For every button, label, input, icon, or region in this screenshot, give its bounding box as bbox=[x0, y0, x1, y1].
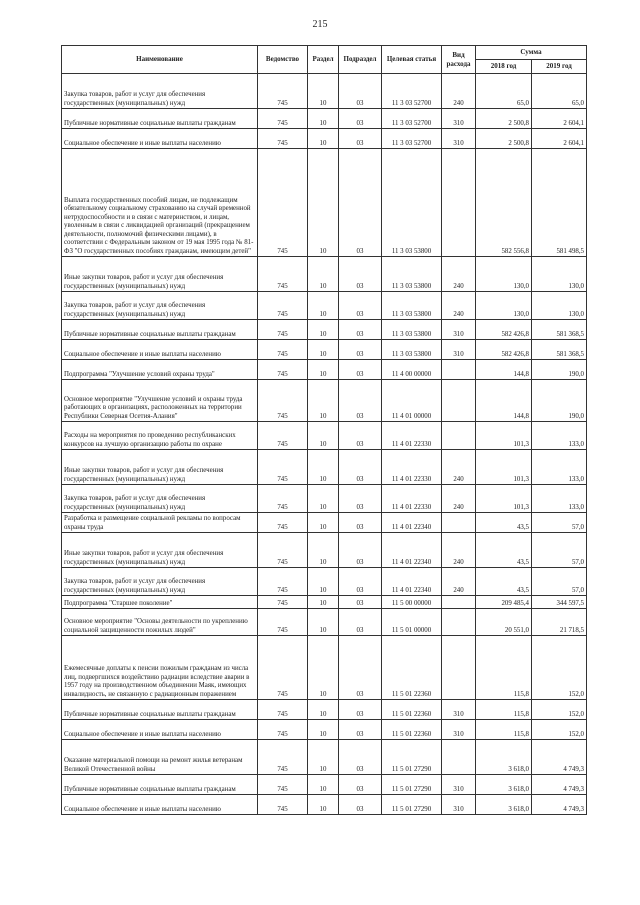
row-podrazdel: 03 bbox=[339, 257, 382, 292]
row-vedomstvo: 745 bbox=[258, 129, 308, 149]
row-podrazdel: 03 bbox=[339, 485, 382, 513]
row-razdel: 10 bbox=[308, 636, 339, 700]
row-podrazdel: 03 bbox=[339, 450, 382, 485]
row-sum-2019: 581 368,5 bbox=[532, 340, 587, 360]
header-year-2019: 2019 год bbox=[532, 60, 587, 74]
row-celevaya-statya: 11 4 00 00000 bbox=[382, 360, 442, 380]
row-vid-rashoda bbox=[442, 596, 476, 609]
row-sum-2019: 57,0 bbox=[532, 513, 587, 533]
row-vedomstvo: 745 bbox=[258, 568, 308, 596]
row-sum-2019: 57,0 bbox=[532, 568, 587, 596]
row-vid-rashoda bbox=[442, 513, 476, 533]
row-vid-rashoda bbox=[442, 636, 476, 700]
row-razdel: 10 bbox=[308, 533, 339, 568]
row-vedomstvo: 745 bbox=[258, 380, 308, 422]
row-vedomstvo: 745 bbox=[258, 360, 308, 380]
table-row bbox=[62, 740, 587, 775]
row-celevaya-statya: 11 5 01 27290 bbox=[382, 795, 442, 815]
row-celevaya-statya: 11 5 01 27290 bbox=[382, 775, 442, 795]
row-name: Социальное обеспечение и иные выплаты населению bbox=[62, 340, 258, 360]
row-name: Оказание материальной помощи на ремонт жилья ветеранам Великой Отечественной войны bbox=[62, 740, 258, 775]
row-podrazdel: 03 bbox=[339, 149, 382, 257]
row-podrazdel: 03 bbox=[339, 109, 382, 129]
row-sum-2019: 130,0 bbox=[532, 257, 587, 292]
row-razdel: 10 bbox=[308, 380, 339, 422]
row-razdel: 10 bbox=[308, 360, 339, 380]
row-podrazdel: 03 bbox=[339, 533, 382, 568]
row-sum-2018: 582 426,8 bbox=[476, 320, 532, 340]
row-razdel: 10 bbox=[308, 596, 339, 609]
row-sum-2019: 4 749,3 bbox=[532, 795, 587, 815]
row-vedomstvo: 745 bbox=[258, 775, 308, 795]
row-vedomstvo: 745 bbox=[258, 533, 308, 568]
row-vedomstvo: 745 bbox=[258, 292, 308, 320]
row-vid-rashoda: 310 bbox=[442, 129, 476, 149]
row-vedomstvo: 745 bbox=[258, 609, 308, 636]
row-podrazdel: 03 bbox=[339, 568, 382, 596]
row-celevaya-statya: 11 5 01 22360 bbox=[382, 636, 442, 700]
row-vedomstvo: 745 bbox=[258, 450, 308, 485]
table-row bbox=[62, 795, 587, 815]
row-sum-2018: 209 485,4 bbox=[476, 596, 532, 609]
row-vid-rashoda: 240 bbox=[442, 485, 476, 513]
row-podrazdel: 03 bbox=[339, 74, 382, 109]
header-celevaya-statya: Целевая статья bbox=[382, 46, 442, 74]
row-vedomstvo: 745 bbox=[258, 257, 308, 292]
row-celevaya-statya: 11 4 01 22330 bbox=[382, 450, 442, 485]
row-sum-2019: 152,0 bbox=[532, 720, 587, 740]
header-name: Наименование bbox=[62, 46, 258, 74]
row-podrazdel: 03 bbox=[339, 360, 382, 380]
row-sum-2019: 2 604,1 bbox=[532, 129, 587, 149]
row-razdel: 10 bbox=[308, 74, 339, 109]
row-razdel: 10 bbox=[308, 795, 339, 815]
row-razdel: 10 bbox=[308, 568, 339, 596]
row-vid-rashoda bbox=[442, 380, 476, 422]
row-name: Публичные нормативные социальные выплаты гражданам bbox=[62, 775, 258, 795]
row-vid-rashoda: 240 bbox=[442, 257, 476, 292]
table-row bbox=[62, 513, 587, 533]
row-sum-2018: 115,8 bbox=[476, 720, 532, 740]
row-vedomstvo: 745 bbox=[258, 700, 308, 720]
row-podrazdel: 03 bbox=[339, 795, 382, 815]
row-celevaya-statya: 11 4 01 22340 bbox=[382, 513, 442, 533]
row-celevaya-statya: 11 3 03 53800 bbox=[382, 257, 442, 292]
row-podrazdel: 03 bbox=[339, 636, 382, 700]
row-sum-2018: 20 551,0 bbox=[476, 609, 532, 636]
row-name: Подпрограмма "Улучшение условий охраны труда" bbox=[62, 360, 258, 380]
row-celevaya-statya: 11 4 01 22340 bbox=[382, 533, 442, 568]
row-sum-2019: 65,0 bbox=[532, 74, 587, 109]
row-name: Иные закупки товаров, работ и услуг для обеспечения государственных (муниципальных) нужд bbox=[62, 257, 258, 292]
table-row bbox=[62, 485, 587, 513]
table-row bbox=[62, 380, 587, 422]
row-vid-rashoda: 310 bbox=[442, 775, 476, 795]
row-name: Публичные нормативные социальные выплаты гражданам bbox=[62, 320, 258, 340]
row-name: Основное мероприятие "Улучшение условий и охраны труда работающих в организациях, расположенных на территории Республики Северная Осетия-Алания" bbox=[62, 380, 258, 422]
row-sum-2019: 57,0 bbox=[532, 533, 587, 568]
row-vid-rashoda: 310 bbox=[442, 700, 476, 720]
row-sum-2018: 130,0 bbox=[476, 257, 532, 292]
row-name: Закупка товаров, работ и услуг для обеспечения государственных (муниципальных) нужд bbox=[62, 292, 258, 320]
row-vid-rashoda: 240 bbox=[442, 450, 476, 485]
row-razdel: 10 bbox=[308, 775, 339, 795]
row-razdel: 10 bbox=[308, 450, 339, 485]
row-name: Публичные нормативные социальные выплаты гражданам bbox=[62, 700, 258, 720]
header-vid-rashoda: Вид расхода bbox=[442, 46, 476, 74]
row-name: Социальное обеспечение и иные выплаты населению bbox=[62, 720, 258, 740]
table-row bbox=[62, 596, 587, 609]
row-podrazdel: 03 bbox=[339, 740, 382, 775]
row-sum-2019: 130,0 bbox=[532, 292, 587, 320]
row-celevaya-statya: 11 5 01 27290 bbox=[382, 740, 442, 775]
table-row bbox=[62, 149, 587, 257]
row-podrazdel: 03 bbox=[339, 720, 382, 740]
row-sum-2019: 190,0 bbox=[532, 360, 587, 380]
row-vid-rashoda: 240 bbox=[442, 533, 476, 568]
row-razdel: 10 bbox=[308, 609, 339, 636]
page-number: 215 bbox=[312, 19, 328, 30]
table-row bbox=[62, 340, 587, 360]
row-sum-2019: 21 718,5 bbox=[532, 609, 587, 636]
table-row bbox=[62, 720, 587, 740]
table-row bbox=[62, 450, 587, 485]
row-vedomstvo: 745 bbox=[258, 422, 308, 450]
row-sum-2019: 581 368,5 bbox=[532, 320, 587, 340]
row-razdel: 10 bbox=[308, 513, 339, 533]
row-sum-2018: 582 426,8 bbox=[476, 340, 532, 360]
table-row bbox=[62, 422, 587, 450]
row-name: Разработка и размещение социальной рекламы по вопросам охраны труда bbox=[62, 513, 258, 533]
row-razdel: 10 bbox=[308, 149, 339, 257]
row-sum-2019: 2 604,1 bbox=[532, 109, 587, 129]
row-name: Ежемесячные доплаты к пенсии пожилым гражданам из числа лиц, подвергшихся воздействию радиации вследствие аварии в 1957 году на производственном объединении Маяк, имеющих инвалидность, не связанную с радиационным поражением bbox=[62, 636, 258, 700]
row-razdel: 10 bbox=[308, 700, 339, 720]
row-celevaya-statya: 11 4 01 22330 bbox=[382, 485, 442, 513]
row-sum-2018: 3 618,0 bbox=[476, 740, 532, 775]
row-sum-2018: 115,8 bbox=[476, 636, 532, 700]
row-sum-2018: 3 618,0 bbox=[476, 775, 532, 795]
row-sum-2018: 2 500,8 bbox=[476, 129, 532, 149]
row-sum-2018: 582 556,8 bbox=[476, 149, 532, 257]
row-vid-rashoda: 310 bbox=[442, 109, 476, 129]
row-celevaya-statya: 11 5 01 22360 bbox=[382, 700, 442, 720]
row-razdel: 10 bbox=[308, 422, 339, 450]
row-name: Социальное обеспечение и иные выплаты населению bbox=[62, 129, 258, 149]
header-vedomstvo: Ведомство bbox=[258, 46, 308, 74]
row-podrazdel: 03 bbox=[339, 775, 382, 795]
row-vedomstvo: 745 bbox=[258, 596, 308, 609]
row-vedomstvo: 745 bbox=[258, 320, 308, 340]
row-vid-rashoda bbox=[442, 149, 476, 257]
row-vid-rashoda: 310 bbox=[442, 340, 476, 360]
row-name: Основное мероприятие "Основы деятельности по укреплению социальной защищенности пожилых людей" bbox=[62, 609, 258, 636]
row-razdel: 10 bbox=[308, 485, 339, 513]
row-sum-2019: 152,0 bbox=[532, 636, 587, 700]
row-podrazdel: 03 bbox=[339, 129, 382, 149]
row-podrazdel: 03 bbox=[339, 340, 382, 360]
row-vid-rashoda: 310 bbox=[442, 720, 476, 740]
table-row bbox=[62, 609, 587, 636]
row-podrazdel: 03 bbox=[339, 700, 382, 720]
row-name: Расходы на мероприятия по проведению республиканских конкурсов на лучшую организацию работы по охране bbox=[62, 422, 258, 450]
row-vedomstvo: 745 bbox=[258, 340, 308, 360]
row-sum-2019: 190,0 bbox=[532, 380, 587, 422]
row-vedomstvo: 745 bbox=[258, 740, 308, 775]
table-row bbox=[62, 74, 587, 109]
row-sum-2019: 581 498,5 bbox=[532, 149, 587, 257]
header-podrazdel: Подраздел bbox=[339, 46, 382, 74]
table-row bbox=[62, 360, 587, 380]
header-summa: Сумма bbox=[476, 46, 587, 60]
row-vid-rashoda bbox=[442, 360, 476, 380]
row-vid-rashoda bbox=[442, 740, 476, 775]
row-sum-2019: 152,0 bbox=[532, 700, 587, 720]
row-podrazdel: 03 bbox=[339, 596, 382, 609]
table-row bbox=[62, 636, 587, 700]
table-row bbox=[62, 568, 587, 596]
row-razdel: 10 bbox=[308, 720, 339, 740]
header-year-2018: 2018 год bbox=[476, 60, 532, 74]
row-razdel: 10 bbox=[308, 740, 339, 775]
table-row bbox=[62, 775, 587, 795]
row-sum-2018: 101,3 bbox=[476, 485, 532, 513]
table-row bbox=[62, 320, 587, 340]
row-vid-rashoda bbox=[442, 422, 476, 450]
row-vedomstvo: 745 bbox=[258, 74, 308, 109]
row-sum-2018: 2 500,8 bbox=[476, 109, 532, 129]
row-vedomstvo: 745 bbox=[258, 149, 308, 257]
row-podrazdel: 03 bbox=[339, 609, 382, 636]
row-vid-rashoda: 310 bbox=[442, 795, 476, 815]
row-vid-rashoda: 240 bbox=[442, 568, 476, 596]
row-celevaya-statya: 11 5 00 00000 bbox=[382, 596, 442, 609]
row-sum-2018: 130,0 bbox=[476, 292, 532, 320]
table-body bbox=[62, 74, 587, 815]
table-row bbox=[62, 292, 587, 320]
row-sum-2019: 4 749,3 bbox=[532, 740, 587, 775]
budget-table bbox=[61, 45, 587, 815]
row-vedomstvo: 745 bbox=[258, 109, 308, 129]
table-row bbox=[62, 700, 587, 720]
row-name: Социальное обеспечение и иные выплаты населению bbox=[62, 795, 258, 815]
row-sum-2018: 115,8 bbox=[476, 700, 532, 720]
row-vedomstvo: 745 bbox=[258, 485, 308, 513]
row-celevaya-statya: 11 3 03 53800 bbox=[382, 340, 442, 360]
row-sum-2018: 43,5 bbox=[476, 513, 532, 533]
row-celevaya-statya: 11 4 01 22330 bbox=[382, 422, 442, 450]
row-sum-2019: 133,0 bbox=[532, 485, 587, 513]
row-vid-rashoda: 310 bbox=[442, 320, 476, 340]
row-razdel: 10 bbox=[308, 340, 339, 360]
row-name: Закупка товаров, работ и услуг для обеспечения государственных (муниципальных) нужд bbox=[62, 568, 258, 596]
row-razdel: 10 bbox=[308, 109, 339, 129]
table-row bbox=[62, 533, 587, 568]
row-sum-2018: 43,5 bbox=[476, 533, 532, 568]
row-name: Иные закупки товаров, работ и услуг для обеспечения государственных (муниципальных) нужд bbox=[62, 450, 258, 485]
row-celevaya-statya: 11 5 01 22360 bbox=[382, 720, 442, 740]
row-sum-2018: 101,3 bbox=[476, 450, 532, 485]
row-sum-2019: 344 597,5 bbox=[532, 596, 587, 609]
row-name: Иные закупки товаров, работ и услуг для обеспечения государственных (муниципальных) нужд bbox=[62, 533, 258, 568]
row-celevaya-statya: 11 3 03 53800 bbox=[382, 149, 442, 257]
row-celevaya-statya: 11 3 03 53800 bbox=[382, 320, 442, 340]
row-celevaya-statya: 11 3 03 52700 bbox=[382, 129, 442, 149]
row-name: Выплата государственных пособий лицам, не подлежащим обязательному социальному страхованию на случай временной нетрудоспособности и в связи с материнством, и лицам, уволенным в связи с ликвидацией организаций (прекращением деятельности, полномочий физическими лицами), в соответствии с Федеральным законом от 19 мая 1995 года № 81-ФЗ "О государственных пособиях гражданам, имеющим детей" bbox=[62, 149, 258, 257]
row-podrazdel: 03 bbox=[339, 292, 382, 320]
row-vid-rashoda bbox=[442, 609, 476, 636]
table-row bbox=[62, 129, 587, 149]
row-vedomstvo: 745 bbox=[258, 720, 308, 740]
table-header bbox=[62, 46, 587, 74]
row-sum-2018: 144,8 bbox=[476, 360, 532, 380]
row-razdel: 10 bbox=[308, 320, 339, 340]
row-podrazdel: 03 bbox=[339, 422, 382, 450]
row-celevaya-statya: 11 3 03 52700 bbox=[382, 74, 442, 109]
row-razdel: 10 bbox=[308, 292, 339, 320]
table-row bbox=[62, 109, 587, 129]
row-sum-2019: 4 749,3 bbox=[532, 775, 587, 795]
row-name: Закупка товаров, работ и услуг для обеспечения государственных (муниципальных) нужд bbox=[62, 74, 258, 109]
row-celevaya-statya: 11 3 03 53800 bbox=[382, 292, 442, 320]
header-razdel: Раздел bbox=[308, 46, 339, 74]
row-sum-2018: 3 618,0 bbox=[476, 795, 532, 815]
table-row bbox=[62, 257, 587, 292]
row-podrazdel: 03 bbox=[339, 513, 382, 533]
row-celevaya-statya: 11 5 01 00000 bbox=[382, 609, 442, 636]
row-vedomstvo: 745 bbox=[258, 513, 308, 533]
row-vedomstvo: 745 bbox=[258, 795, 308, 815]
row-name: Публичные нормативные социальные выплаты гражданам bbox=[62, 109, 258, 129]
row-sum-2018: 65,0 bbox=[476, 74, 532, 109]
row-sum-2018: 101,3 bbox=[476, 422, 532, 450]
row-sum-2018: 43,5 bbox=[476, 568, 532, 596]
row-vedomstvo: 745 bbox=[258, 636, 308, 700]
row-razdel: 10 bbox=[308, 257, 339, 292]
row-celevaya-statya: 11 4 01 00000 bbox=[382, 380, 442, 422]
row-name: Подпрограмма "Старшее поколение" bbox=[62, 596, 258, 609]
row-sum-2019: 133,0 bbox=[532, 422, 587, 450]
row-celevaya-statya: 11 4 01 22340 bbox=[382, 568, 442, 596]
row-vid-rashoda: 240 bbox=[442, 292, 476, 320]
row-celevaya-statya: 11 3 03 52700 bbox=[382, 109, 442, 129]
row-vid-rashoda: 240 bbox=[442, 74, 476, 109]
row-name: Закупка товаров, работ и услуг для обеспечения государственных (муниципальных) нужд bbox=[62, 485, 258, 513]
row-sum-2019: 133,0 bbox=[532, 450, 587, 485]
row-sum-2018: 144,8 bbox=[476, 380, 532, 422]
row-podrazdel: 03 bbox=[339, 320, 382, 340]
row-razdel: 10 bbox=[308, 129, 339, 149]
row-podrazdel: 03 bbox=[339, 380, 382, 422]
